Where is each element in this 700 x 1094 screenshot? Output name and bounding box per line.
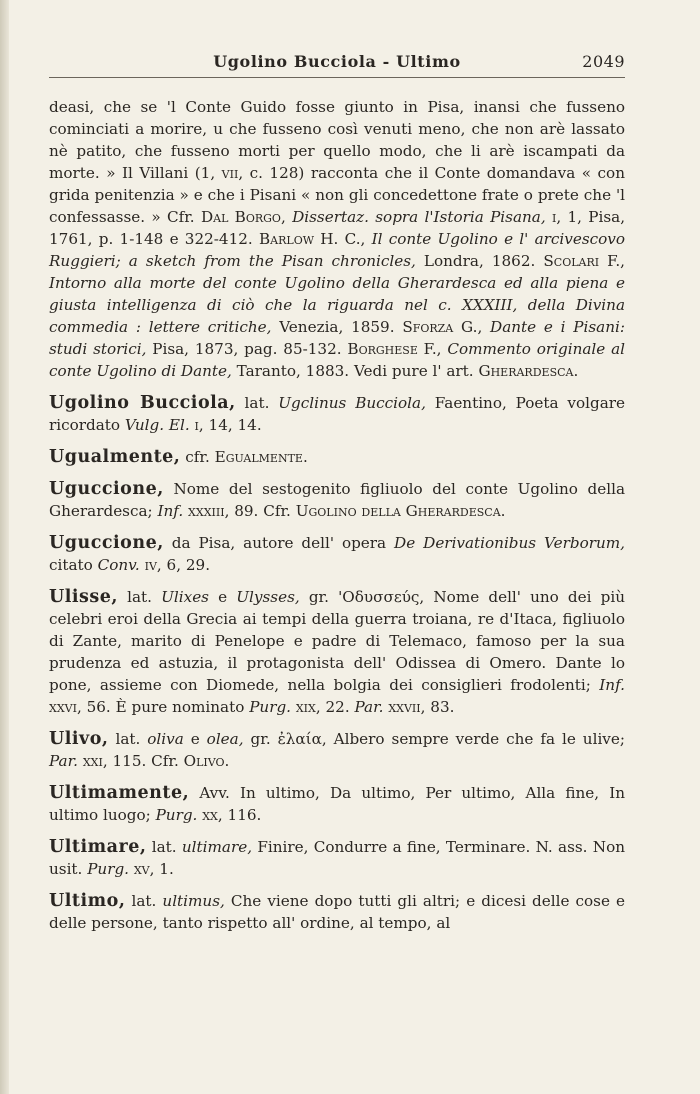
text-run: da Pisa, autore dell' opera — [163, 534, 395, 552]
text-run: Avv. In ultimo, Da ultimo, Per ultimo, Alla fine, In ultimo luogo; — [49, 784, 625, 824]
text-run: lat. — [125, 892, 163, 910]
small-caps-text: xix — [295, 698, 316, 716]
headword: Ultimare, — [49, 837, 147, 857]
text-run: , 6, 29. — [156, 556, 211, 574]
text-run: lat. — [118, 588, 162, 606]
headword: Ugolino Bucciola, — [49, 393, 236, 413]
headword: Ultimo, — [49, 891, 126, 911]
small-caps-text: Dal Borgo — [200, 208, 281, 226]
small-caps-text: xx — [202, 806, 218, 824]
text-run: , 89. Cfr. — [224, 502, 296, 520]
text-run: . — [224, 752, 230, 770]
text-run: Faentino, Poeta volgare ricordato — [49, 394, 625, 434]
headword: Ulisse, — [49, 587, 118, 607]
header-rule — [49, 77, 625, 78]
small-caps-text: Barlow — [259, 230, 315, 248]
italic-text: Ulixes — [161, 588, 209, 606]
entry-uguccione-da-pisa — [49, 532, 625, 576]
italic-text: Vulg. El. — [124, 416, 190, 434]
italic-text: Ugclinus Bucciola, — [278, 394, 426, 412]
small-caps-text: Egualmente — [214, 448, 303, 466]
small-caps-text: xxvi — [49, 698, 77, 716]
text-run: . — [302, 448, 308, 466]
running-header — [49, 52, 625, 78]
text-run: Che viene dopo tutti gli altri; e dicesi delle cose e delle persone, tanto rispetto all' ordine, al tempo, al — [49, 892, 625, 932]
small-caps-text: Sforza — [402, 318, 454, 336]
text-run: . — [573, 362, 579, 380]
text-run: . — [500, 502, 506, 520]
entry-uguccione-figliuolo — [49, 478, 625, 522]
text-run: lat. — [235, 394, 279, 412]
headword: Uguccione, — [49, 533, 164, 553]
italic-text: Inf. — [157, 502, 184, 520]
text-run: , — [280, 208, 293, 226]
text-run: , 1. — [149, 860, 174, 878]
text-run: e — [208, 588, 237, 606]
small-caps-text: xv — [133, 860, 150, 878]
text-run: F., — [599, 252, 625, 270]
text-run: e — [183, 730, 207, 748]
page-spine-shadow — [0, 0, 9, 1094]
text-run: , 83. — [420, 698, 455, 716]
text-run: Londra, 1862. — [415, 252, 544, 270]
entry-ultimamente — [49, 782, 625, 826]
entry-ugualmente — [49, 446, 625, 468]
entry-ultimare — [49, 836, 625, 880]
entry-continuation — [49, 96, 625, 382]
italic-text: ultimus, — [162, 892, 225, 910]
small-caps-text: Scolari — [543, 252, 600, 270]
text-run: citato — [49, 556, 98, 574]
small-caps-text: Olivo — [183, 752, 225, 770]
italic-text: Dante e i Pisani: studi storici, — [49, 318, 625, 358]
italic-text: Purg. — [155, 806, 198, 824]
small-caps-text: Gherardesca — [478, 362, 574, 380]
italic-text: Purg. — [87, 860, 130, 878]
small-caps-text: xxvii — [388, 698, 421, 716]
text-run: F., — [417, 340, 448, 358]
text-run: , 56. È pure nominato — [76, 698, 250, 716]
page-number: 2049 — [582, 52, 625, 71]
small-caps-text: xxi — [82, 752, 103, 770]
small-caps-text: Borghese — [347, 340, 418, 358]
text-run: , 115. Cfr. — [102, 752, 184, 770]
italic-text: De Derivationibus Verborum, — [394, 534, 625, 552]
italic-text: Purg. — [249, 698, 291, 716]
text-run: cfr. — [180, 448, 215, 466]
text-run: , 14, 14. — [198, 416, 262, 434]
entry-ulisse — [49, 586, 625, 718]
entry-ultimo — [49, 890, 625, 934]
small-caps-text: i — [194, 416, 199, 434]
italic-text: ultimare, — [181, 838, 253, 856]
text-run: lat. — [146, 838, 182, 856]
text-run: deasi, che se 'l Conte Guido fosse giunto in Pisa, inansi che fusseno cominciati a morire, u che fusseno così venuti meno, che non arè lassato nè patito, che fusseno morti per quello modo, che li arè iscampati da morte. » Il Villani (1, — [49, 98, 625, 182]
text-run: H. C., — [314, 230, 372, 248]
small-caps-text: Ugolino della Gherardesca — [295, 502, 501, 520]
italic-text: Par. — [49, 752, 79, 770]
text-run: Taranto, 1883. Vedi pure l' art. — [231, 362, 479, 380]
text-run: Nome del sestogenito figliuolo del conte Ugolino della Gherardesca; — [49, 480, 625, 520]
dictionary-body — [49, 96, 625, 934]
small-caps-text: vii — [221, 164, 239, 182]
italic-text: oliva — [147, 730, 184, 748]
text-run: gr. ἐλαία, Albero sempre verde che fa le ulive; — [243, 730, 625, 748]
italic-text: Inf. — [599, 676, 625, 694]
italic-text: Intorno alla morte del conte Ugolino della Gherardesca ed alla piena e giusta intelligenza di ciò che la riguarda nel c. XXXIII, della Divina commedia : lettere critiche, — [49, 274, 625, 336]
headword: Ultimamente, — [49, 783, 190, 803]
text-run: Pisa, 1873, pag. 85-132. — [146, 340, 348, 358]
italic-text: Par. — [354, 698, 384, 716]
italic-text: olea, — [206, 730, 244, 748]
italic-text: Conv. — [97, 556, 140, 574]
text-run: , 1, Pisa, 1761, p. 1-148 e 322-412. — [49, 208, 626, 248]
headword: Ulivo, — [49, 729, 109, 749]
small-caps-text: xxxiii — [188, 502, 225, 520]
italic-text: Il conte Ugolino e l' arcivescovo Ruggieri; a sketch from the Pisan chronicles, — [49, 230, 626, 270]
running-title: Ugolino Bucciola - Ultimo — [213, 52, 461, 71]
text-run: , 116. — [217, 806, 262, 824]
text-run: G., — [453, 318, 491, 336]
entry-ulivo — [49, 728, 625, 772]
small-caps-text: i — [551, 208, 557, 226]
entry-ugolino-bucciola — [49, 392, 625, 436]
headword: Uguccione, — [49, 479, 164, 499]
text-run: lat. — [108, 730, 148, 748]
text-run: , c. 128) racconta che il Conte domandava « con grida penitenzia » e che i Pisani « non gli concedettone frate o prete che 'l confessasse. » Cfr. — [49, 164, 625, 226]
italic-text: Ulysses, — [236, 588, 300, 606]
text-run: gr. 'Οδυσσεύς, Nome dell' uno dei più celebri eroi della Grecia ai tempi della guerra troiana, re d'Itaca, figliuolo di Zante, marito di Penelope e padre di Telemaco, famoso per la sua prudenza ed astuzia, il protagonista dell' Odissea di Omero. Dante lo pone, assieme con Diomede, nella bolgia dei consiglieri frodolenti; — [49, 588, 625, 694]
italic-text: Dissertaz. sopra l'Istoria Pisana, — [292, 208, 546, 226]
text-run: , 22. — [315, 698, 355, 716]
headword: Ugualmente, — [49, 447, 181, 467]
italic-text: Commento originale al conte Ugolino di Dante, — [49, 340, 625, 380]
text-run: Venezia, 1859. — [271, 318, 403, 336]
small-caps-text: iv — [144, 556, 157, 574]
text-run: Finire, Condurre a fine, Terminare. N. ass. Non usit. — [49, 838, 625, 878]
